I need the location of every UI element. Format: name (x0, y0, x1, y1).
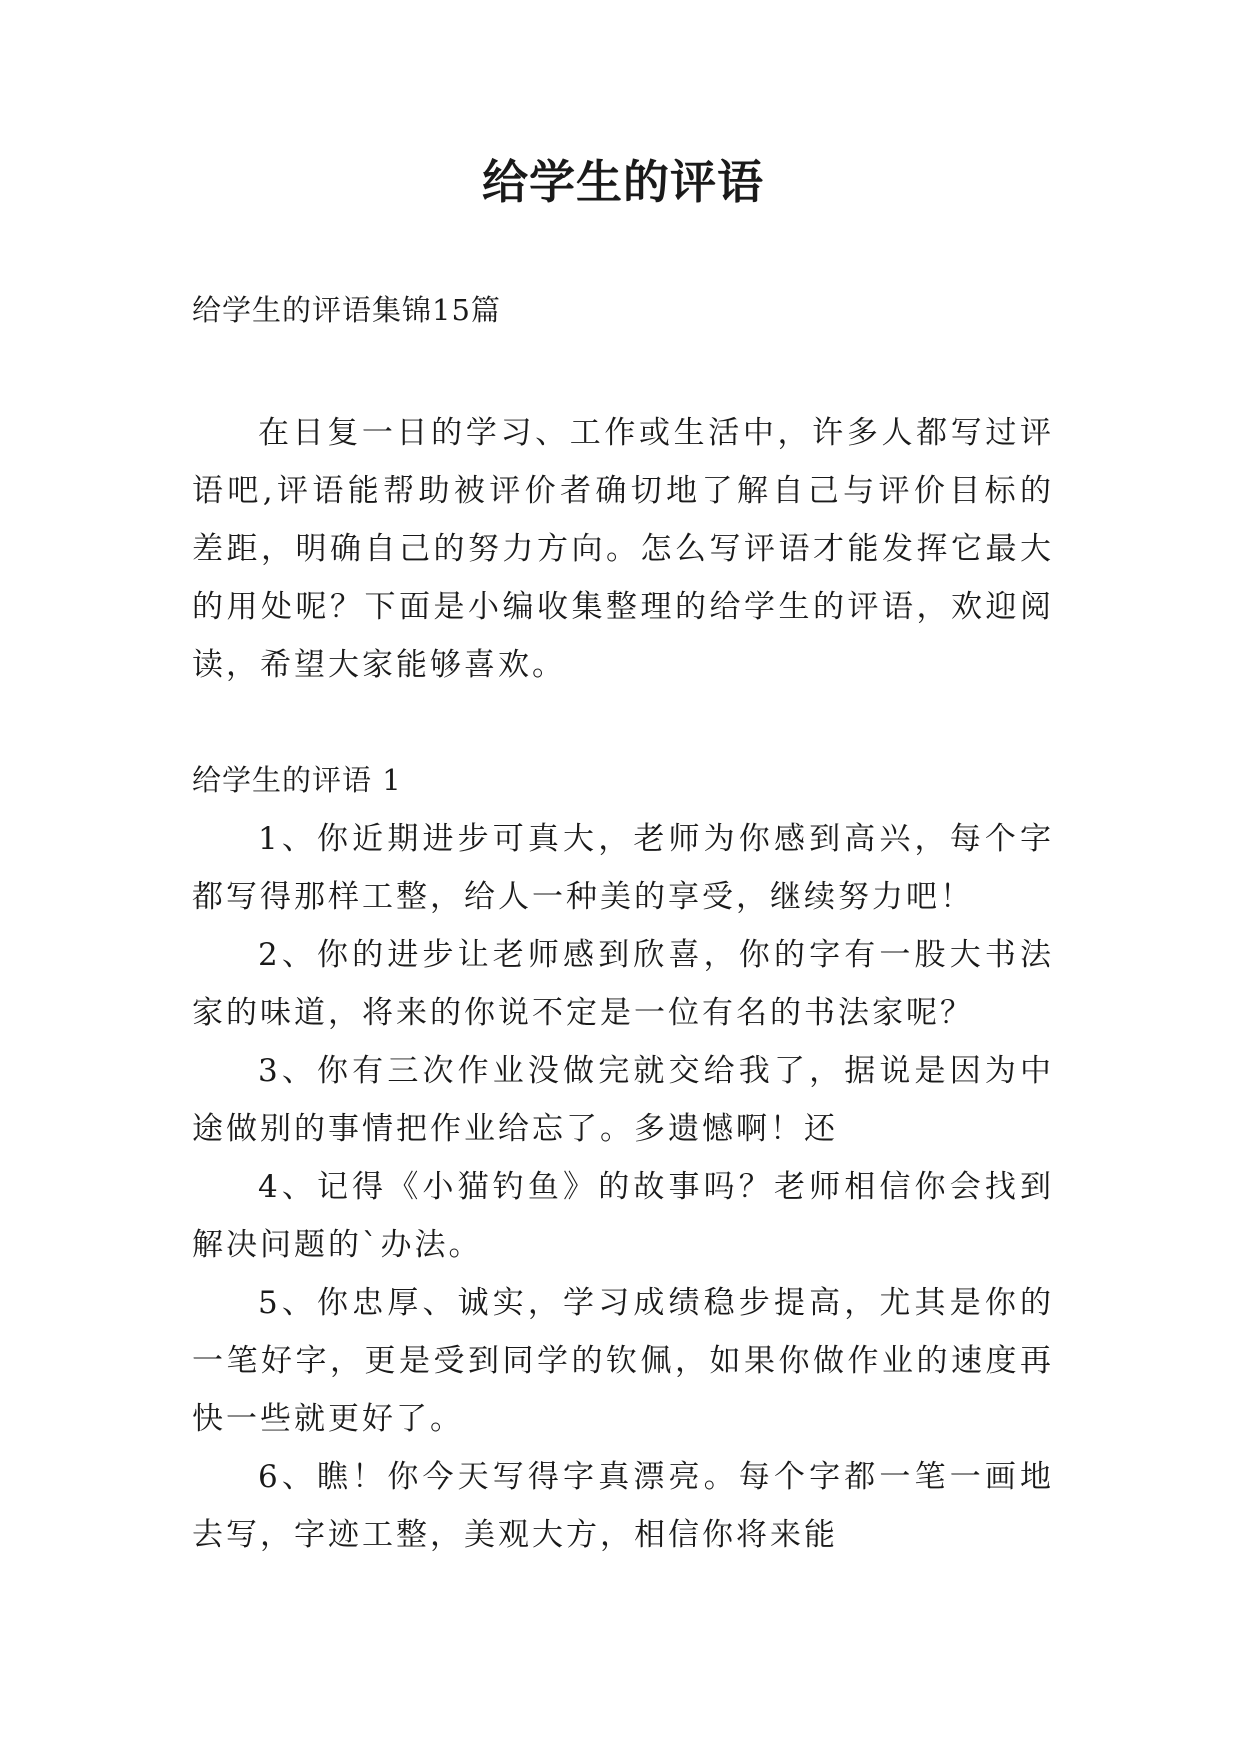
comment-list (192, 810, 1054, 1564)
intro-paragraph: 在日复一日的学习、工作或生活中，许多人都写过评语吧,评语能帮助被评价者确切地了解自己与评价目标的差距，明确自己的努力方向。怎么写评语才能发挥它最大的用处呢？下面是小编收集整理的给学生的评语，欢迎阅读，希望大家能够喜欢。 (192, 415, 1054, 683)
document-page (192, 0, 1054, 1754)
comment-item-2: 2、你的进步让老师感到欣喜，你的字有一股大书法家的味道，将来的你说不定是一位有名的书法家呢？ (192, 937, 1054, 1031)
document-title: 给学生的评语 (482, 155, 764, 209)
comment-item-6: 6、瞧！你今天写得字真漂亮。每个字都一笔一画地去写，字迹工整，美观大方，相信你将来能 (192, 1459, 1054, 1553)
comment-item-3: 3、你有三次作业没做完就交给我了，据说是因为中途做别的事情把作业给忘了。多遗憾啊！还 (192, 1053, 1054, 1147)
comment-item-4: 4、记得《小猫钓鱼》的故事吗？老师相信你会找到解决问题的`办法。 (192, 1169, 1054, 1263)
document-subtitle: 给学生的评语集锦15篇 (192, 293, 501, 327)
comment-item-1: 1、你近期进步可真大，老师为你感到高兴，每个字都写得那样工整，给人一种美的享受，继续努力吧！ (192, 821, 1054, 915)
comment-item-5: 5、你忠厚、诚实，学习成绩稳步提高，尤其是你的一笔好字，更是受到同学的钦佩，如果你做作业的速度再快一些就更好了。 (192, 1285, 1054, 1437)
section-heading: 给学生的评语 1 (192, 763, 402, 797)
